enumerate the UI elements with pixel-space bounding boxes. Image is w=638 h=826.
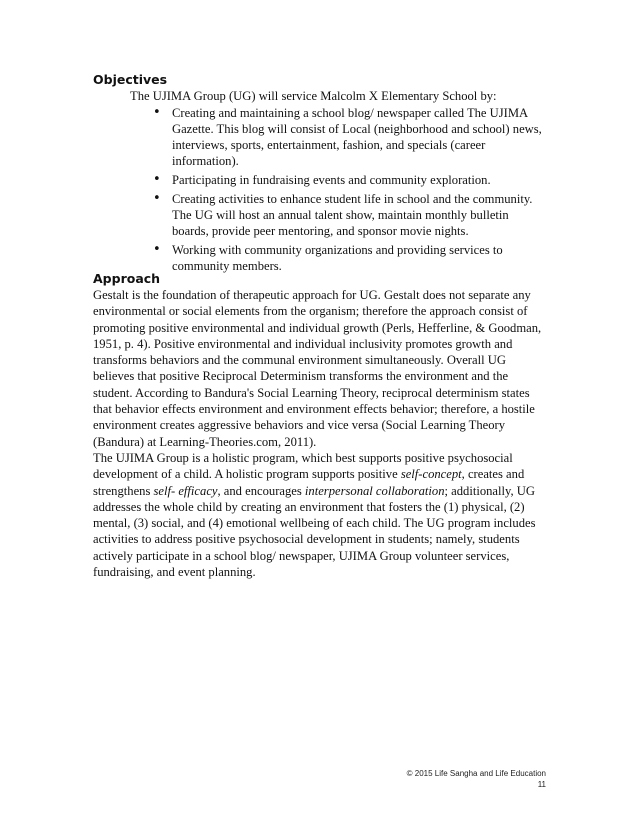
- text-run: ; additionally, UG: [444, 483, 535, 498]
- body-line: environment creates aggressive behaviors and vice versa (Social Learning Theory: [93, 418, 506, 433]
- body-line: promoting positive environmental and individual growth (Perls, Hefferline, & Goodman,: [93, 320, 542, 335]
- objectives-list: [150, 105, 542, 277]
- list-item-line: community members.: [172, 259, 282, 273]
- body-line: believes that positive Reciprocal Determinism transforms the environment and the: [93, 369, 509, 384]
- body-line: [93, 483, 541, 499]
- text-run: development of a child. A holistic program supports positive: [93, 467, 401, 482]
- body-line: (Bandura) at Learning-Theories.com, 2011).: [93, 434, 317, 449]
- list-item-line: Participating in fundraising events and community exploration.: [172, 173, 491, 187]
- body-line: that behavior effects environment and environment effects behavior; therefore, a hostile: [93, 402, 535, 417]
- body-line: mental, (3) social, and (4) emotional wellbeing of each child. The UG program includes: [93, 516, 536, 531]
- italic-term-self-concept: self-concept: [400, 467, 462, 482]
- text-run: , creates and: [461, 467, 525, 482]
- bullet-icon: •: [153, 105, 161, 120]
- list-item-line: boards, provide peer mentoring, and sponsor movie nights.: [172, 224, 469, 238]
- body-line: transforms behaviors and the communal environment simultaneously. Overall UG: [93, 353, 506, 368]
- list-item-line: information).: [172, 154, 239, 168]
- bullet-icon: •: [153, 172, 161, 187]
- list-item: [150, 172, 538, 188]
- approach-heading: Approach: [93, 271, 161, 286]
- objectives-intro: The UJIMA Group (UG) will service Malcolm X Elementary School by:: [130, 89, 497, 103]
- text-run: , and encourages: [217, 483, 305, 498]
- list-item-line: Creating activities to enhance student life in school and the community.: [172, 192, 533, 206]
- list-item-line: interviews, sports, entertainment, fashion, and specials (career: [172, 138, 486, 152]
- list-item: [150, 105, 542, 169]
- list-item-line: Working with community organizations and providing services to: [172, 243, 503, 257]
- objectives-heading: Objectives: [93, 72, 168, 87]
- text-run: strengthens: [93, 483, 154, 498]
- body-line: [93, 466, 541, 482]
- body-line: 1951, p. 4). Positive environmental and individual inclusivity promotes growth and: [93, 336, 513, 351]
- body-line: actively participate in a school blog/ newspaper, UJIMA Group volunteer services,: [93, 548, 510, 563]
- body-line: student. According to Bandura's Social Learning Theory, reciprocal determinism states: [93, 385, 530, 400]
- page-footer: [407, 768, 546, 790]
- bullet-icon: •: [153, 242, 161, 257]
- copyright-notice: © 2015 Life Sangha and Life Education: [406, 769, 546, 778]
- page-number: 11: [537, 780, 546, 789]
- italic-term-interpersonal-collaboration: interpersonal collaboration: [304, 483, 445, 498]
- list-item: [150, 191, 538, 239]
- list-item-line: Gazette. This blog will consist of Local (neighborhood and school) news,: [172, 122, 542, 136]
- body-line: addresses the whole child by creating an environment that fosters the (1) physical, (2): [93, 499, 525, 514]
- body-line: The UJIMA Group is a holistic program, which best supports positive psychosocial: [93, 450, 513, 465]
- italic-term-self-efficacy: self- efficacy: [153, 483, 218, 498]
- body-line: activities to address positive psychosocial development in students; namely, students: [93, 532, 520, 547]
- list-item: [150, 242, 538, 274]
- list-item-line: Creating and maintaining a school blog/ newspaper called The UJIMA: [172, 106, 529, 120]
- body-line: fundraising, and event planning.: [93, 565, 256, 580]
- body-line: Gestalt is the foundation of therapeutic approach for UG. Gestalt does not separate any: [93, 288, 531, 302]
- list-item-line: The UG will host an annual talent show, maintain monthly bulletin: [172, 208, 509, 222]
- body-line: environmental or social elements from the organism; therefore the approach consist of: [93, 304, 528, 319]
- bullet-icon: •: [153, 191, 161, 206]
- approach-body: [93, 287, 541, 580]
